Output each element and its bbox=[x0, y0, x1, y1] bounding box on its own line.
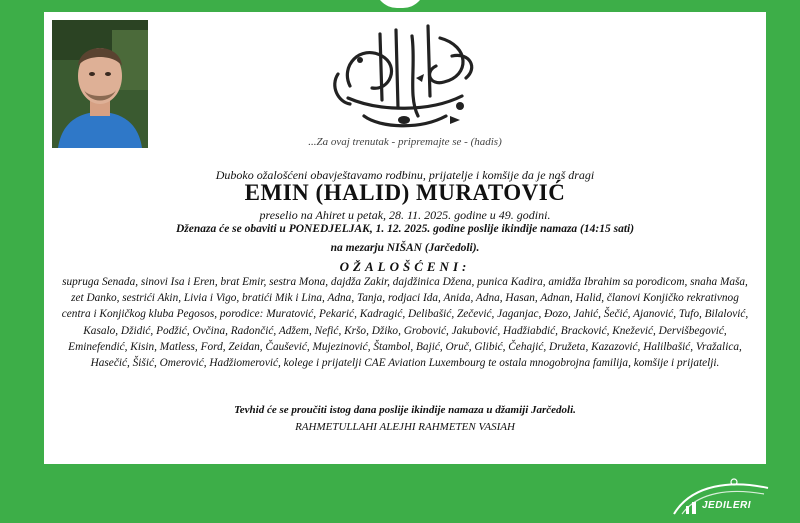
mourners-heading: OŽALOŠĆENI: bbox=[339, 259, 471, 274]
top-frame-notch bbox=[375, 0, 425, 8]
portrait-photo bbox=[52, 20, 148, 148]
tevhid-info: Tevhid će se proučiti istog dana poslije ikindije namaza u džamiji Jarčedoli. bbox=[234, 404, 576, 416]
prayer-text: RAHMETULLAHI ALEJHI RAHMETEN VASIAH bbox=[295, 421, 515, 433]
funeral-info: Dženaza će se obaviti u PONEDJELJAK, 1. 12. 2025. godine poslije ikindije namaza (14:15 sati) bbox=[175, 223, 635, 235]
intro-text: Duboko ožalošćeni obavještavamo rodbinu, prijatelje i komšije da je naš dragi bbox=[215, 168, 595, 182]
mosque-logo bbox=[672, 474, 772, 518]
portrait-icon bbox=[52, 20, 148, 148]
calligraphy-icon bbox=[320, 16, 490, 136]
mourners-list: supruga Senada, sinovi Isa i Eren, brat Emir, sestra Mona, dajdža Zakir, dajdžinica Džena, punica Kadira, amidža Ibrahim sa porodicom, snaha Maša, zet Danko, sestrići Akin, Livia i Vigo, bratići Mik i Lina, Adna, Tanja, rodjaci Ida, Anida, Adna, Hasan, Adnan, Halid, članovi Konjičko rekrativnog centra i Konjičkog kluba Pegosos, porodice: Muratović, Pekarić, Kadragić, Delibašić, Zečević, Jaganjac, Đozo, Jahić, Šečić, Ajanović, Tufo, Bilalović, Kasalo, Džidić, Podžić, Ovčina, Radončić, Adžem, Nefić, Kršo, Džiko, Grobović, Jakubović, Hadžiabdić, Bracković, Knežević, Dervišbegović, Eminefendić, Kisin, Matless, Ford, Zeidan, Čaušević, Mujezinović, Štambol, Bajić, Oruč, Glibić, Čehajić, Družeta, Kazazović, Halilbašić, Vražalica, Hasečić, Šišić, Omerović, Hadžiomerović, kolege i prijatelji CAE Aviation Luxembourg te ostala mnogobrojna familija, komšije i prijatelji. bbox=[61, 276, 749, 370]
mosque-logo-icon bbox=[672, 474, 772, 518]
obituary-card bbox=[44, 12, 766, 464]
cemetery-info: na mezarju NIŠAN (Jarčedoli). bbox=[330, 242, 480, 254]
deceased-name: EMIN (HALID) MURATOVIĆ bbox=[244, 180, 566, 205]
hadis-quote: ...Za ovaj trenutak - pripremajte se - (hadis) bbox=[308, 136, 502, 148]
arabic-calligraphy-emblem bbox=[320, 16, 490, 136]
death-date-text: preselio na Ahiret u petak, 28. 11. 2025. godine u 49. godini. bbox=[259, 208, 551, 222]
logo-text: JEDILERI bbox=[702, 500, 752, 511]
